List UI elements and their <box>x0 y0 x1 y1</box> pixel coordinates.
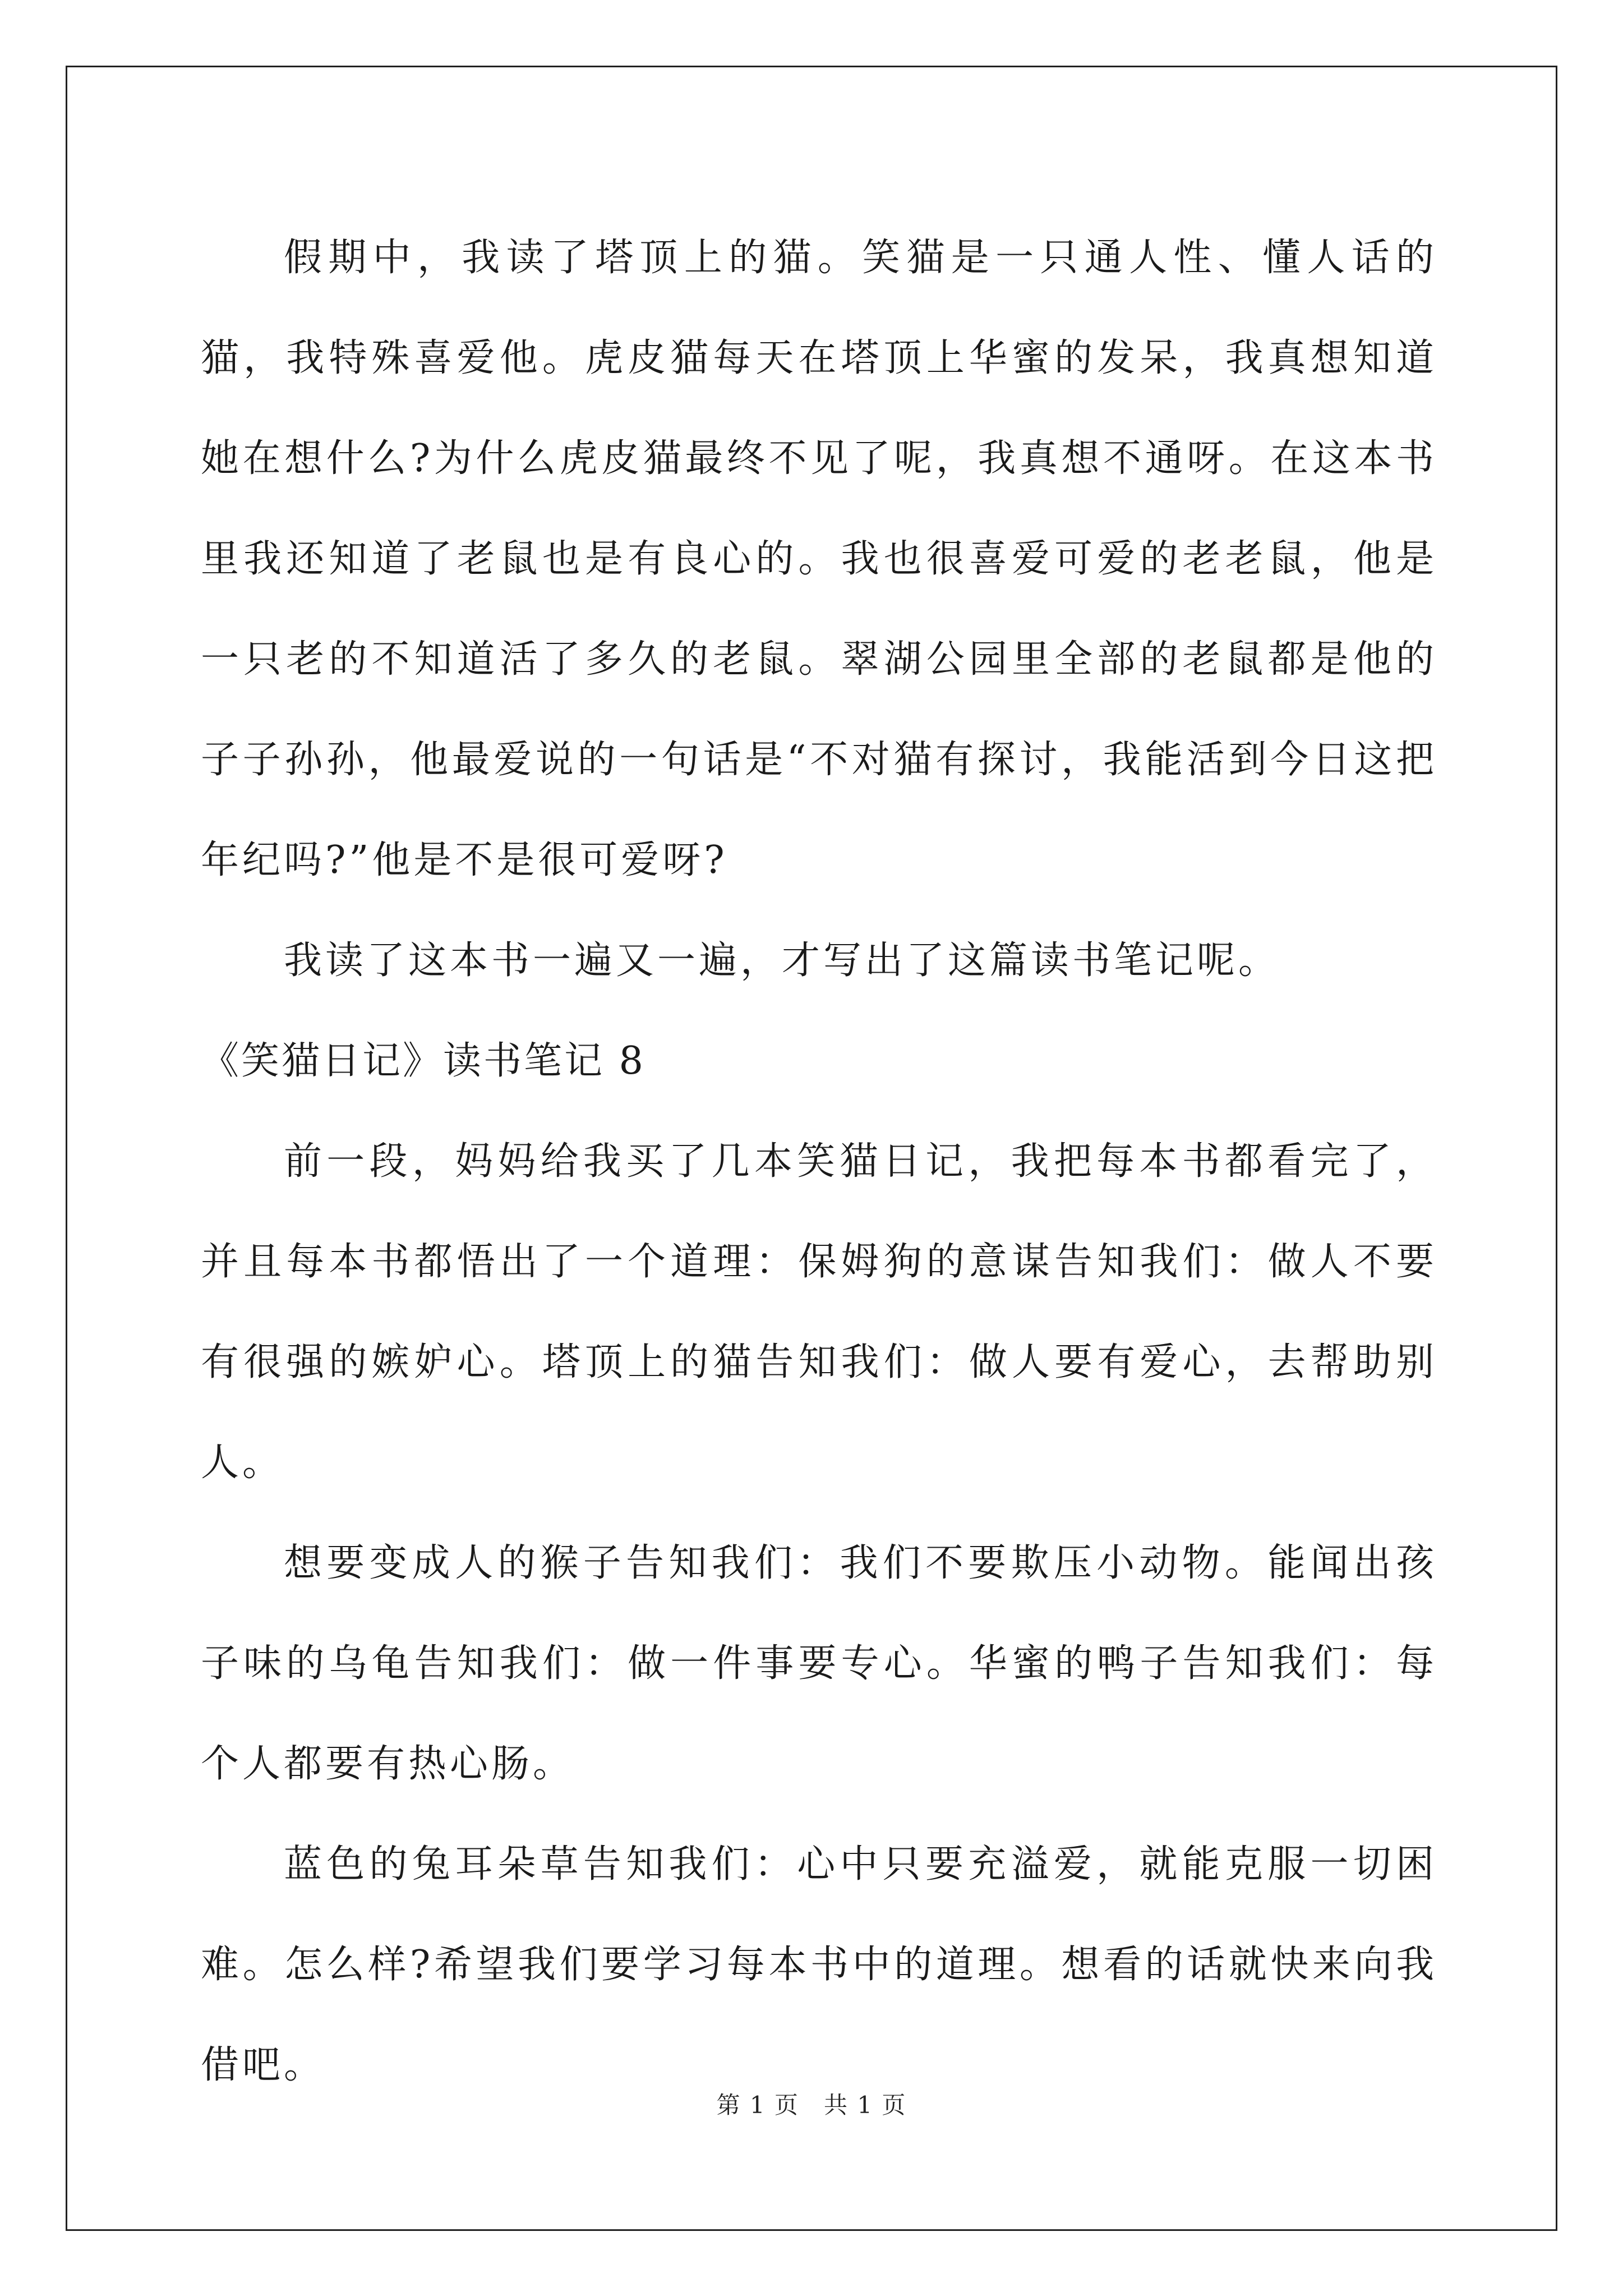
paragraph-1: 假期中，我读了塔顶上的猫。笑猫是一只通人性、懂人话的猫，我特殊喜爱他。虎皮猫每天在塔顶上华蜜的发呆，我真想知道她在想什么?为什么虎皮猫最终不见了呢，我真想不通呀。在这本书里我还知道了老鼠也是有良心的。我也很喜爱可爱的老老鼠，他是一只老的不知道活了多久的老鼠。翠湖公园里全部的老鼠都是他的子子孙孙，他最爱说的一句话是“不对猫有探讨，我能活到今日这把年纪吗?”他是不是很可爱呀? <box>201 236 1437 882</box>
paragraph-5: 蓝色的兔耳朵草告知我们：心中只要充溢爱，就能克服一切困难。怎么样?希望我们要学习每本书中的道理。想看的话就快来向我借吧。 <box>201 1842 1437 2087</box>
paragraph-2: 我读了这本书一遍又一遍，才写出了这篇读书笔记呢。 <box>284 938 1280 983</box>
page-footer: 第 1 页 共 1 页 <box>716 2091 907 2119</box>
document-body <box>201 208 1437 2115</box>
paragraph-4: 想要变成人的猴子告知我们：我们不要欺压小动物。能闻出孩子味的乌龟告知我们：做一件事要专心。华蜜的鸭子告知我们：每个人都要有热心肠。 <box>201 1541 1437 1786</box>
paragraph-3: 前一段，妈妈给我买了几本笑猫日记，我把每本书都看完了，并且每本书都悟出了一个道理：保姆狗的意谋告知我们：做人不要有很强的嫉妒心。塔顶上的猫告知我们：做人要有爱心，去帮助别人。 <box>201 1139 1437 1485</box>
section-heading: 《笑猫日记》读书笔记 8 <box>201 1039 645 1083</box>
